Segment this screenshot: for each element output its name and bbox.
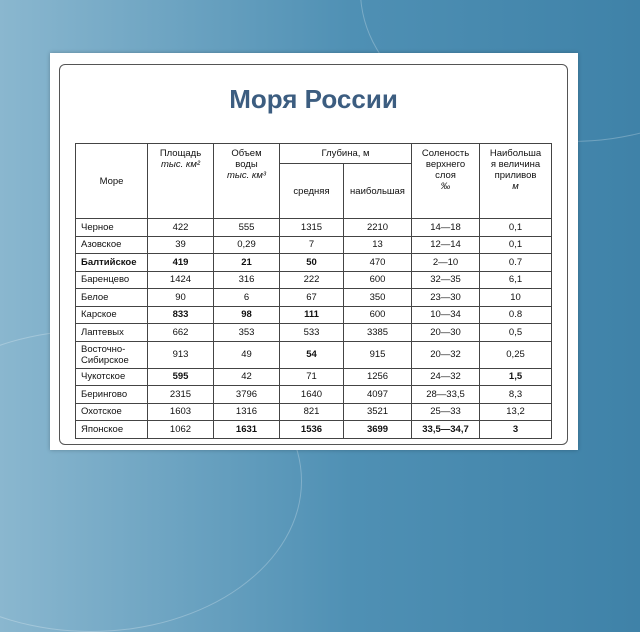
tide-value: 1,5 [480,368,552,386]
depth-max-value: 350 [344,289,412,307]
depth-avg-value: 7 [280,236,344,254]
salinity-value: 20—32 [412,341,480,368]
header-volume: Объем воды тыс. км³ [214,144,280,219]
table-row [76,386,552,404]
area-value: 662 [148,324,214,342]
tide-value: 3 [480,421,552,439]
depth-max-value: 13 [344,236,412,254]
salinity-value: 12—14 [412,236,480,254]
area-value: 90 [148,289,214,307]
depth-avg-value: 111 [280,306,344,324]
depth-max-value: 3385 [344,324,412,342]
table-row [76,324,552,342]
tide-value: 0.8 [480,306,552,324]
depth-avg-value: 50 [280,254,344,272]
header-depth-max: наибольшая [344,164,412,219]
salinity-value: 32—35 [412,271,480,289]
volume-value: 1316 [214,403,280,421]
salinity-value: 14—18 [412,219,480,237]
table-row [76,236,552,254]
area-value: 39 [148,236,214,254]
sea-name: Японское [76,421,148,439]
sea-name: Берингово [76,386,148,404]
volume-value: 316 [214,271,280,289]
table-row [76,368,552,386]
sea-name: Карское [76,306,148,324]
depth-avg-value: 821 [280,403,344,421]
depth-max-value: 1256 [344,368,412,386]
area-value: 1062 [148,421,214,439]
sea-name: Чукотское [76,368,148,386]
sea-name: Балтийское [76,254,148,272]
area-value: 833 [148,306,214,324]
volume-value: 353 [214,324,280,342]
header-salinity: Соленость верхнего слоя ‰ [412,144,480,219]
tide-value: 0,1 [480,219,552,237]
header-depth: Глубина, м [280,144,412,164]
depth-max-value: 600 [344,271,412,289]
volume-value: 6 [214,289,280,307]
sea-name: Лаптевых [76,324,148,342]
depth-max-value: 3521 [344,403,412,421]
area-value: 1424 [148,271,214,289]
depth-avg-value: 54 [280,341,344,368]
table-row [76,289,552,307]
tide-value: 8,3 [480,386,552,404]
header-sea: Море [76,144,148,219]
tide-value: 10 [480,289,552,307]
area-value: 913 [148,341,214,368]
header-depth-avg: средняя [280,164,344,219]
tide-value: 0,1 [480,236,552,254]
volume-value: 21 [214,254,280,272]
sea-name: Белое [76,289,148,307]
sea-name: Восточно- Сибирское [76,341,148,368]
table-row [76,403,552,421]
depth-avg-value: 1640 [280,386,344,404]
volume-value: 49 [214,341,280,368]
depth-avg-value: 71 [280,368,344,386]
sea-name: Баренцево [76,271,148,289]
salinity-value: 24—32 [412,368,480,386]
depth-avg-value: 533 [280,324,344,342]
table-row [76,341,552,368]
salinity-value: 2—10 [412,254,480,272]
slide [50,53,578,450]
area-value: 595 [148,368,214,386]
header-area: Площадь тыс. км² [148,144,214,219]
volume-value: 555 [214,219,280,237]
sea-name: Черное [76,219,148,237]
depth-max-value: 470 [344,254,412,272]
depth-max-value: 4097 [344,386,412,404]
volume-value: 1631 [214,421,280,439]
table-row [76,219,552,237]
sea-name: Охотское [76,403,148,421]
tide-value: 0,25 [480,341,552,368]
depth-avg-value: 1536 [280,421,344,439]
salinity-value: 10—34 [412,306,480,324]
volume-value: 42 [214,368,280,386]
table-row [76,254,552,272]
sea-name: Азовское [76,236,148,254]
table-row [76,421,552,439]
salinity-value: 20—30 [412,324,480,342]
seas-table [75,143,552,439]
salinity-value: 33,5—34,7 [412,421,480,439]
depth-max-value: 915 [344,341,412,368]
table-row [76,306,552,324]
tide-value: 0.7 [480,254,552,272]
volume-value: 3796 [214,386,280,404]
depth-avg-value: 1315 [280,219,344,237]
area-value: 2315 [148,386,214,404]
volume-value: 0,29 [214,236,280,254]
area-value: 1603 [148,403,214,421]
salinity-value: 25—33 [412,403,480,421]
depth-max-value: 3699 [344,421,412,439]
area-value: 422 [148,219,214,237]
salinity-value: 28—33,5 [412,386,480,404]
volume-value: 98 [214,306,280,324]
tide-value: 0,5 [480,324,552,342]
table-row [76,271,552,289]
tide-value: 6,1 [480,271,552,289]
area-value: 419 [148,254,214,272]
depth-avg-value: 67 [280,289,344,307]
page-title: Моря России [229,84,398,114]
tide-value: 13,2 [480,403,552,421]
depth-max-value: 2210 [344,219,412,237]
salinity-value: 23—30 [412,289,480,307]
depth-avg-value: 222 [280,271,344,289]
depth-max-value: 600 [344,306,412,324]
header-tide: Наибольша я величина приливов м [480,144,552,219]
